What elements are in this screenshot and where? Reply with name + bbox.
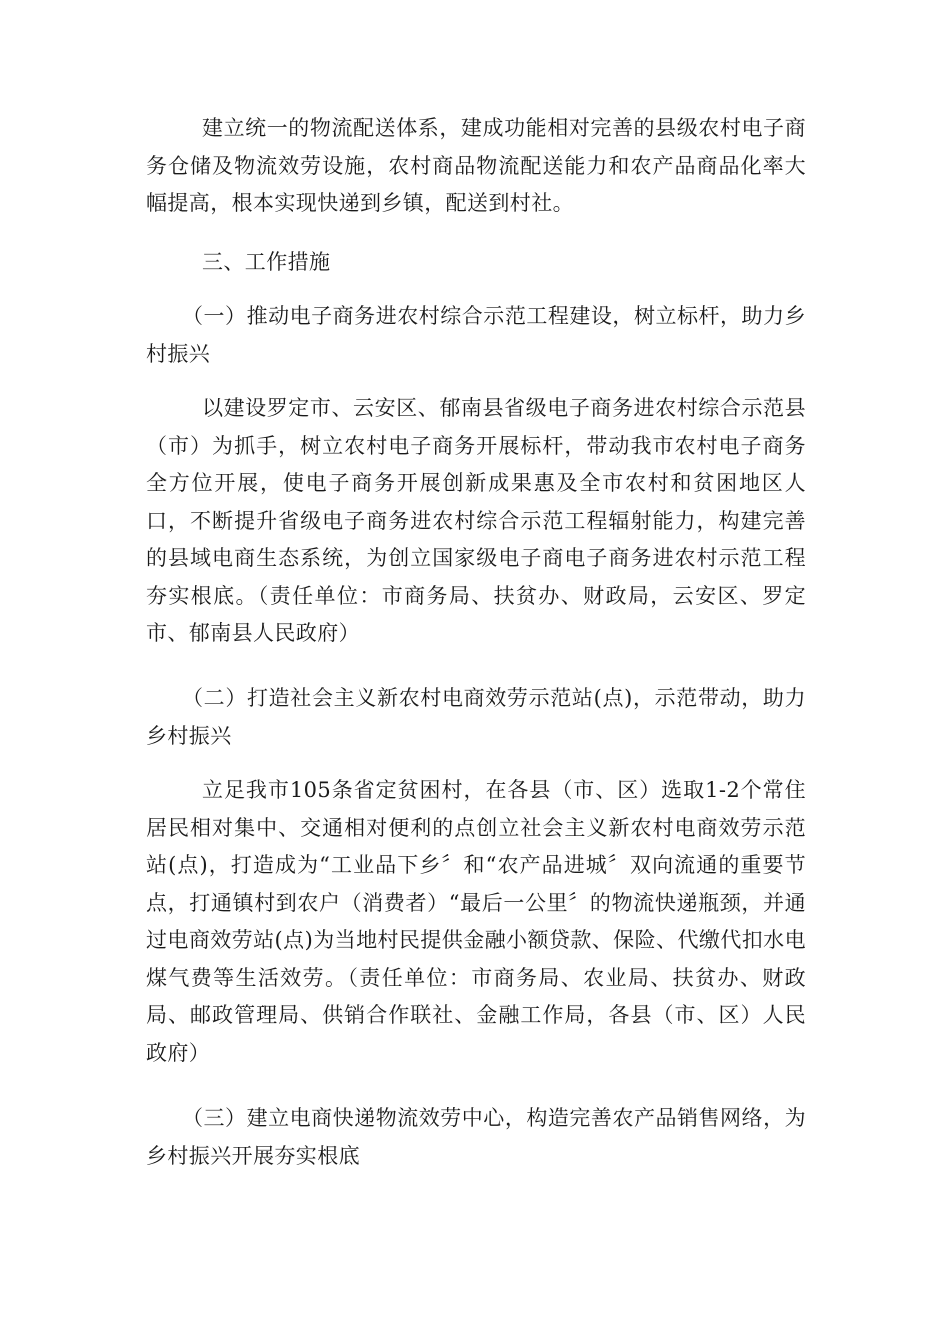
body-paragraph-service-station: 立足我市105条省定贫困村，在各县（市、区）选取1-2个常住居民相对集中、交通相对便利的点创立社会主义新农村电商效劳示范站(点)，打造成为“工业品下乡〞和“农产品进城〞双向流通的重要节点，打通镇村到农户（消费者）“最后一公里〞的物流快递瓶颈，并通过电商效劳站(点)为当地村民提供金融小额贷款、保险、代缴代扣水电煤气费等生活效劳。（责任单位：市商务局、农业局、扶贫办、财政局、邮政管理局、供销合作联社、金融工作局，各县（市、区）人民政府） — [146, 778, 806, 1065]
subheading-3: （三）建立电商快递物流效劳中心，构造完善农产品销售网络，为乡村振兴开展夯实根底 — [146, 1106, 806, 1168]
subheading-2: （二）打造社会主义新农村电商效劳示范站(点)，示范带动，助力乡村振兴 — [146, 686, 806, 748]
body-paragraph-demonstration-county: 以建设罗定市、云安区、郁南县省级电子商务进农村综合示范县（市）为抓手，树立农村电子商务开展标杆，带动我市农村电子商务全方位开展，使电子商务开展创新成果惠及全市农村和贫困地区人口，不断提升省级电子商务进农村综合示范工程辐射能力，构建完善的县域电商生态系统，为创立国家级电子商电子商务进农村示范工程夯实根底。（责任单位：市商务局、扶贫办、财政局，云安区、罗定市、郁南县人民政府） — [146, 396, 806, 645]
subheading-1: （一）推动电子商务进农村综合示范工程建设，树立标杆，助力乡村振兴 — [146, 304, 806, 366]
section-heading-work-measures: 三、工作措施 — [202, 250, 331, 274]
body-paragraph-logistics: 建立统一的物流配送体系，建成功能相对完善的县级农村电子商务仓储及物流效劳设施，农村商品物流配送能力和农产品商品化率大幅提高，根本实现快递到乡镇，配送到村社。 — [146, 116, 806, 215]
